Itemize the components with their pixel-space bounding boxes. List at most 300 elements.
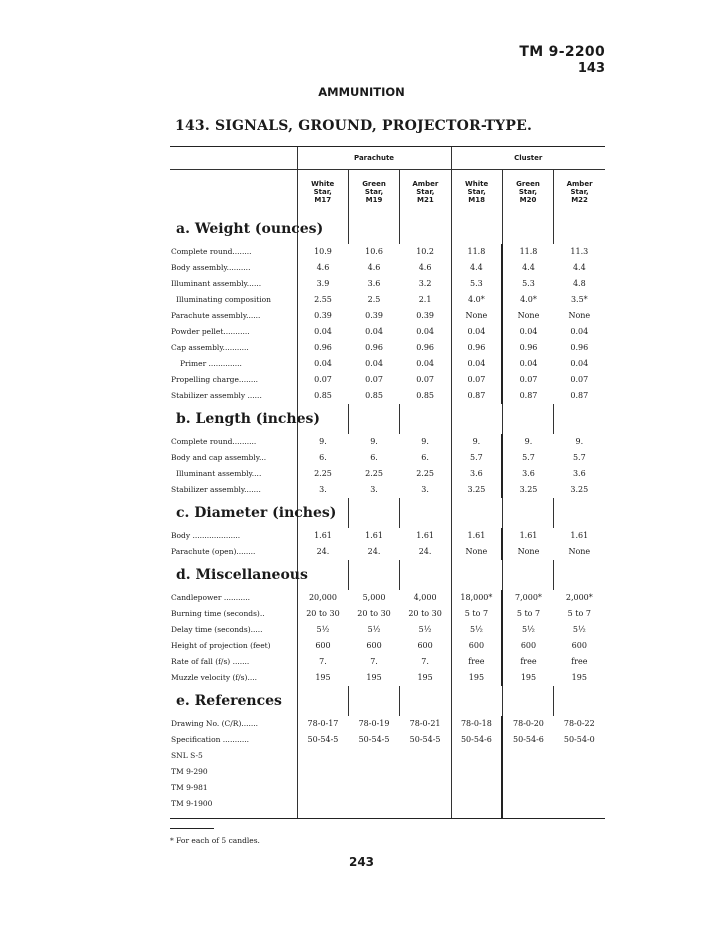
section-label: AMMUNITION [318,85,405,99]
row-label: Body and cap assembly... [171,453,267,462]
table-cell: 9. [370,437,378,446]
row-label: Drawing No. (C/R)....... [171,719,259,728]
table-cell [554,796,605,812]
row-label: Powder pellet........... [171,327,250,336]
table-cell: 1.61 [297,528,348,544]
table-cell: 20 to 30 [297,606,348,622]
section-heading: b. Length (inches) [176,411,321,427]
table-row [170,292,605,308]
table-cell: 0.04 [297,356,348,372]
table-cell: 4.0* [502,292,553,308]
table-cell: 3.6 [572,469,586,478]
column-header-line: White [311,180,335,188]
table-cell: None [451,544,502,560]
row-label: SNL S-5 [171,751,203,760]
column-header-line: M19 [365,196,383,204]
table-cell [348,796,399,812]
table-cell: 600 [417,641,433,650]
table-cell: None [568,311,591,320]
page-number: 243 [348,855,375,869]
table-cell: 1.61 [570,531,589,540]
table-cell: 78-0-18 [451,716,502,732]
table-cell: 0.04 [570,327,589,336]
table-cell [502,748,553,764]
group-cluster: Cluster [451,147,605,170]
row-label: Complete round........ [171,247,252,256]
table-cell: 5.7 [502,450,553,466]
row-label: Burning time (seconds).. [171,609,265,618]
table-cell: 1.61 [451,528,502,544]
table-cell: 4.4 [502,260,553,276]
table-cell [554,748,605,764]
table-cell: 3.2 [418,279,432,288]
column-header-line: White [465,180,489,188]
table-row [170,372,605,388]
row-label: Illuminating composition [176,295,271,304]
table-cell: 5.3 [451,276,502,292]
table-cell: 0.04 [502,356,553,372]
spacer-cell [554,404,605,434]
table-cell: 78-0-17 [297,716,348,732]
table-cell [451,748,502,764]
spacer-cell [297,812,348,819]
table-cell: 9. [575,437,584,446]
footnote-rule [170,828,214,829]
table-cell: 2,000* [565,593,593,602]
table-cell: 50-54-0 [563,735,595,744]
row-label: Delay time (seconds)..... [171,625,263,634]
table-cell: 24. [418,547,432,556]
table-cell: 9. [421,437,429,446]
page-title: 143. SIGNALS, GROUND, PROJECTOR-TYPE. [175,118,533,134]
table-row [170,622,605,638]
row-label: Stabilizer assembly....... [171,485,261,494]
row-label: Muzzle velocity (f/s).... [171,673,257,682]
table-cell: free [571,657,588,666]
column-header-line: M18 [468,196,486,204]
spacer-cell [502,812,553,819]
section-heading-row [170,560,605,590]
table-cell: 78-0-20 [502,716,553,732]
spacer-cell [400,812,451,819]
section-heading-row [170,404,605,434]
table-cell: 10.6 [365,247,383,256]
spacer-cell [502,560,553,590]
table-cell: 7,000* [502,590,553,606]
column-header-line: Amber [566,180,593,188]
spacer-cell [400,214,451,244]
section-heading-row [170,214,605,244]
table-row [170,670,605,686]
table-cell: 3.6 [367,279,381,288]
table-row [170,780,605,796]
table-cell: free [502,654,553,670]
table-cell: 2.25 [365,469,383,478]
table-cell: 600 [451,638,502,654]
spacer-cell [348,214,399,244]
table-cell: 0.07 [297,372,348,388]
table-cell: 1.61 [365,531,383,540]
row-label: TM 9-981 [171,783,208,792]
table-row [170,434,605,450]
footnote: * For each of 5 candles. [170,836,260,845]
column-header [451,170,502,215]
column-header [400,170,451,215]
table-cell: 5 to 7 [451,606,502,622]
table-cell: 4.6 [418,263,432,272]
table-cell: 0.96 [365,343,383,352]
table-cell: 2.25 [297,466,348,482]
table-cell [400,796,451,812]
column-header [502,170,553,215]
table-cell: 10.2 [416,247,434,256]
table-cell: 600 [502,638,553,654]
table-cell: 4.8 [572,279,586,288]
table-cell: 3.25 [570,485,589,494]
table-row [170,340,605,356]
table-cell [451,796,502,812]
spacer-cell [348,686,399,716]
table-cell: 1.61 [502,528,553,544]
row-label: Illuminant assembly...... [171,279,262,288]
table-row [170,764,605,780]
table-cell [348,748,399,764]
table-cell: 0.04 [451,356,502,372]
spacer-cell [554,498,605,528]
table-cell: 24. [297,544,348,560]
column-header [297,170,348,215]
spacer-cell [502,498,553,528]
table-row [170,450,605,466]
table-cell: 7. [370,657,378,666]
table-cell: 195 [451,670,502,686]
table-cell: 2.5 [367,295,381,304]
table-cell: 5.3 [502,276,553,292]
table-cell [297,764,348,780]
table-cell [297,796,348,812]
spacer-cell [554,560,605,590]
table-cell: 5 to 7 [502,606,553,622]
table-cell: 0.04 [570,359,589,368]
table-row [170,388,605,404]
table-cell [502,764,553,780]
table-cell: 5½ [418,625,432,634]
section-heading-row [170,498,605,528]
table-cell: 5.7 [451,450,502,466]
spacer-cell [348,812,399,819]
table-cell: 2.55 [297,292,348,308]
table-cell [348,780,399,796]
table-cell: None [568,547,591,556]
table-cell: 195 [297,670,348,686]
table-cell [502,780,553,796]
table-cell: 4.6 [297,260,348,276]
table-cell: 50-54-5 [409,735,441,744]
document-header [519,44,605,76]
table-cell: 0.04 [365,359,383,368]
table-row [170,638,605,654]
table-cell: 0.04 [451,324,502,340]
table-cell: 7. [297,654,348,670]
table-cell: 78-0-19 [358,719,390,728]
spacer-cell [554,686,605,716]
spacer-cell [502,214,553,244]
table-cell: 3.6 [451,466,502,482]
table-cell: 50-54-5 [358,735,390,744]
table-cell: 0.04 [502,324,553,340]
table-cell: 3.5* [570,295,588,304]
spacer-cell [451,404,502,434]
column-header-line: Star, [518,188,538,196]
table-cell [451,764,502,780]
table-cell: 0.87 [570,391,589,400]
table-cell: 5½ [572,625,586,634]
table-cell [502,796,553,812]
row-label: Illuminant assembly.... [176,469,262,478]
table-cell: 195 [502,670,553,686]
table-cell: 4.4 [451,260,502,276]
table-cell: 3. [297,482,348,498]
spacer-cell [400,560,451,590]
table-row [170,716,605,732]
spacer-cell [451,560,502,590]
table-cell: 0.85 [365,391,383,400]
table-cell: None [502,544,553,560]
table-cell [297,748,348,764]
section-heading: a. Weight (ounces) [176,221,324,237]
table-cell: 0.96 [297,340,348,356]
table-cell: 0.39 [416,311,434,320]
table-cell: 1.61 [416,531,434,540]
table-cell: 6. [297,450,348,466]
table-row [170,308,605,324]
table-row [170,732,605,748]
table-cell: 0.07 [365,375,383,384]
table-cell: 20,000 [297,590,348,606]
table-cell: free [451,654,502,670]
table-cell: 11.3 [570,247,589,256]
table-cell: None [451,308,502,324]
table-row [170,528,605,544]
table-cell [451,780,502,796]
table-cell: 4.4 [572,263,586,272]
table-cell: 0.04 [416,327,434,336]
table-cell: 20 to 30 [408,609,442,618]
row-label: TM 9-290 [171,767,208,776]
spacer-cell [554,214,605,244]
column-header-line: Green [516,180,540,188]
table-cell: 50-54-6 [502,732,553,748]
column-header-line: Star, [416,188,435,196]
column-header-line: M22 [571,196,588,204]
table-row [170,590,605,606]
table-cell: 4,000 [413,593,437,602]
spacer-cell [502,686,553,716]
table-row [170,482,605,498]
table-cell: 0.96 [502,340,553,356]
table-row [170,748,605,764]
column-header-line: Green [362,180,386,188]
table-row [170,324,605,340]
column-header-line: Star, [467,188,486,196]
table-cell: 7. [421,657,429,666]
table-cell: 3. [421,485,429,494]
section-heading: d. Miscellaneous [176,567,308,583]
tm-number: TM 9-2200 [519,44,605,60]
table-cell: 0.96 [451,340,502,356]
table-row [170,260,605,276]
column-header [554,170,605,215]
table-cell: 3. [370,485,378,494]
column-header [348,170,399,215]
table-cell [297,780,348,796]
table-cell: 3.25 [451,482,502,498]
table-cell: 3.25 [502,482,553,498]
table-row [170,796,605,812]
table-cell: 5,000 [362,593,386,602]
table-cell: 10.9 [297,244,348,260]
spacer-cell [297,686,348,716]
row-label: Cap assembly........... [171,343,249,352]
row-label: Rate of fall (f/s) ....... [171,657,250,666]
column-header-row [170,170,605,215]
table-cell: 2.1 [418,295,432,304]
table-cell: 0.07 [451,372,502,388]
table-cell: 50-54-6 [451,732,502,748]
table-cell: 195 [366,673,382,682]
group-parachute: Parachute [297,147,451,170]
row-label: Body .................... [171,531,241,540]
table-cell [554,780,605,796]
table-cell: 4.0* [451,292,502,308]
section-heading-row [170,686,605,716]
table-cell: 5½ [502,622,553,638]
row-label: Body assembly.......... [171,263,251,272]
column-header-line: Star, [313,188,332,196]
row-label: TM 9-1900 [171,799,213,808]
table-cell: 0.04 [365,327,383,336]
spacer-cell [451,498,502,528]
section-heading: c. Diameter (inches) [176,505,337,521]
table-cell: 0.96 [416,343,434,352]
table-cell: 0.07 [570,375,589,384]
spacer-cell [348,498,399,528]
table-cell [400,780,451,796]
table-cell: None [502,308,553,324]
table-cell: 0.04 [297,324,348,340]
row-label: Parachute assembly...... [171,311,261,320]
spacer-cell [400,686,451,716]
paragraph-number: 143 [577,61,605,76]
table-cell: 0.87 [502,388,553,404]
table-cell: 9. [502,434,553,450]
signals-table [170,146,605,819]
table-cell: 0.85 [297,388,348,404]
spacer-cell [502,404,553,434]
spacer-cell [451,812,502,819]
table-cell [400,764,451,780]
section-heading: e. References [176,693,282,709]
row-label: Stabilizer assembly ...... [171,391,262,400]
table-cell: 2.25 [416,469,434,478]
table-cell: 9. [451,434,502,450]
table-cell: 3.9 [297,276,348,292]
table-cell: 18,000* [451,590,502,606]
row-label: Complete round.......... [171,437,257,446]
column-header-line: M20 [519,196,537,204]
table-cell: 5 to 7 [567,609,591,618]
table-cell: 0.39 [297,308,348,324]
table-row [170,544,605,560]
table-cell: 11.8 [451,244,502,260]
table-cell: 5½ [367,625,381,634]
table-cell: 0.96 [570,343,589,352]
table-cell [554,764,605,780]
spacer-cell [400,404,451,434]
table-cell: 600 [297,638,348,654]
row-label: Candlepower ........... [171,593,251,602]
table-cell: 0.87 [451,388,502,404]
column-header-line: Star, [364,188,384,196]
spacer-cell [348,404,399,434]
table-bottom-rule [170,812,605,819]
row-label: Height of projection (feet) [171,641,271,650]
table-cell: 50-54-5 [297,732,348,748]
column-header-line: M21 [416,196,434,204]
table-cell: 5½ [297,622,348,638]
table-cell: 0.04 [416,359,434,368]
table-cell: 0.39 [365,311,383,320]
table-cell: 78-0-21 [409,719,441,728]
row-label: Primer .............. [180,359,242,368]
table-cell [348,764,399,780]
table-cell: 195 [417,673,433,682]
row-label: Propelling charge........ [171,375,258,384]
table-cell: 20 to 30 [357,609,391,618]
table-cell: 11.8 [502,244,553,260]
table-row [170,356,605,372]
spacer-cell [348,560,399,590]
table-cell: 600 [571,641,587,650]
table-cell: 78-0-22 [563,719,595,728]
table-cell: 6. [370,453,378,462]
table-cell: 9. [297,434,348,450]
table-cell: 5.7 [572,453,586,462]
label-column-header [170,170,297,215]
spacer-cell [554,812,605,819]
table-row [170,654,605,670]
table-cell: 0.85 [416,391,434,400]
table-cell: 6. [421,453,429,462]
spacer-cell [451,214,502,244]
table-cell: 5½ [451,622,502,638]
table-cell: 0.07 [416,375,434,384]
table-cell: 4.6 [367,263,381,272]
table-cell: 0.07 [502,372,553,388]
table-row [170,244,605,260]
row-label: Parachute (open)........ [171,547,256,556]
spacer-cell [451,686,502,716]
table-row [170,276,605,292]
spacer-cell [400,498,451,528]
table-cell: 3.6 [502,466,553,482]
column-header-line: Amber [412,180,439,188]
column-header-line: Star, [570,188,589,196]
table-row [170,466,605,482]
table-cell: 195 [571,673,587,682]
group-header-row [170,147,605,170]
corner-cell [170,147,297,170]
